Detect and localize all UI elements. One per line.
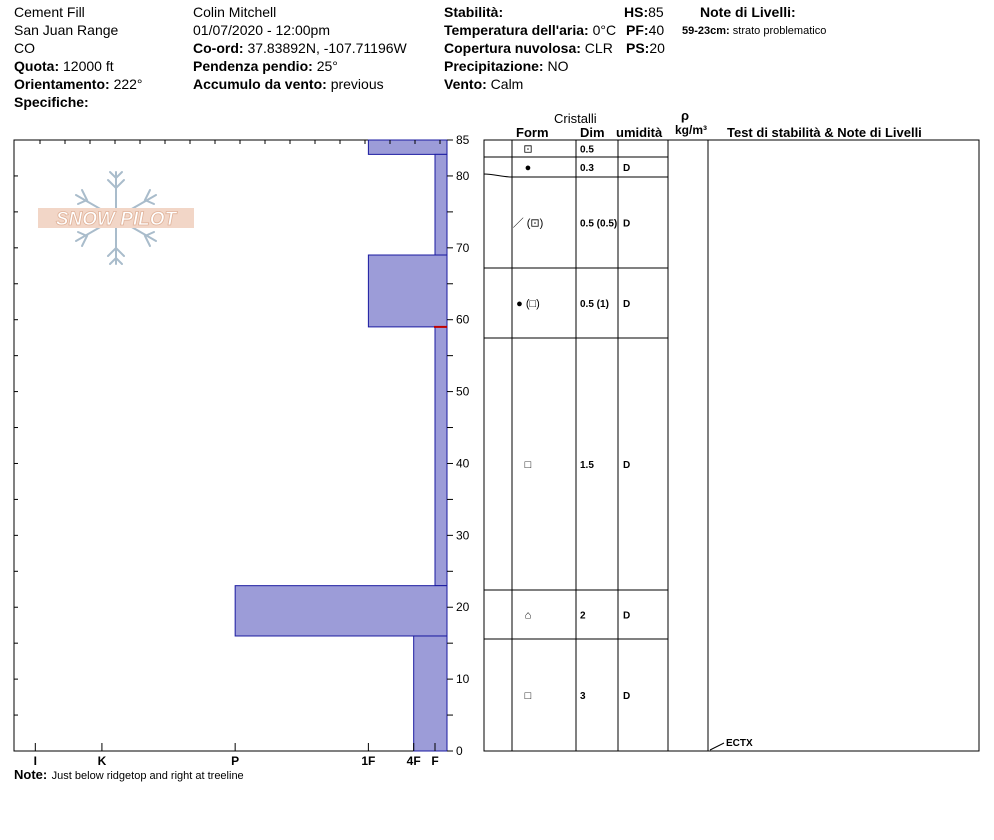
- y-tick-label: 50: [456, 384, 470, 399]
- form-header: Form: [516, 125, 549, 140]
- slope: [193, 58, 338, 75]
- y-tick-label: 80: [456, 168, 470, 183]
- pf-value: 40: [648, 22, 665, 38]
- grain-moisture: D: [623, 299, 631, 310]
- coord-value: 37.83892N, -107.71196W: [247, 40, 407, 56]
- grain-form-icon: □: [524, 690, 532, 702]
- hardness-layer-bar: [235, 586, 447, 636]
- note-text: Just below ridgetop and right at treeline: [51, 770, 244, 782]
- grain-moisture: D: [623, 691, 631, 702]
- ps: [626, 40, 665, 57]
- y-tick-label: 70: [456, 240, 470, 255]
- grain-moisture: D: [623, 460, 631, 471]
- hardness-layer-bar: [435, 154, 447, 255]
- air-temp: [444, 22, 616, 39]
- hardness-profile-chart: [0, 130, 480, 770]
- grain-size: 0.5 (1): [580, 299, 609, 310]
- sky-value: CLR: [584, 40, 613, 56]
- y-tick-label: 20: [456, 600, 470, 615]
- grain-size: 3: [580, 691, 586, 702]
- slope-value: 25°: [316, 58, 338, 74]
- hardness-layer-bar: [435, 327, 447, 586]
- logo-text: SNOW PILOT: [55, 209, 177, 230]
- x-tick-label: F: [431, 754, 439, 768]
- crystals-header: Cristalli: [554, 111, 597, 126]
- layer-notes-title: Note di Livelli:: [700, 4, 796, 20]
- pf: [626, 22, 664, 39]
- grain-form-icon: ⊡: [523, 143, 533, 156]
- range-name: San Juan Range: [14, 22, 119, 38]
- y-tick-label: 40: [456, 456, 470, 471]
- x-tick-label: I: [33, 754, 37, 768]
- aspect: [14, 76, 143, 93]
- precip-label: Precipitazione:: [444, 58, 544, 74]
- coord-label: Co-ord:: [193, 40, 244, 56]
- depth-connector: [484, 174, 512, 177]
- grain-moisture: D: [623, 610, 631, 622]
- pf-label: PF:: [626, 22, 649, 38]
- layer-note-label: 59-23cm:: [682, 25, 730, 37]
- y-tick-label: 30: [456, 528, 470, 543]
- y-tick-label: 0: [456, 744, 463, 758]
- x-tick-label: 4F: [406, 754, 421, 768]
- observer: Colin Mitchell: [193, 4, 277, 20]
- hs-value: 85: [648, 4, 664, 20]
- aspect-value: 222°: [113, 76, 143, 92]
- table-frame: [484, 140, 979, 751]
- size-header: Dim: [580, 125, 605, 140]
- windspeed-value: Calm: [490, 76, 524, 92]
- grain-size: 2: [580, 610, 586, 622]
- x-tick-label: 1F: [361, 754, 376, 768]
- hs-label: HS:: [624, 4, 649, 20]
- precipitation: [444, 58, 568, 75]
- grain-size: 1.5: [580, 460, 594, 471]
- stability-label: Stabilità:: [444, 4, 504, 20]
- grain-size: 0.5 (0.5): [580, 218, 618, 230]
- test-pointer: [710, 743, 724, 750]
- airtemp-value: 0°C: [592, 22, 617, 38]
- wind-value: previous: [330, 76, 384, 92]
- grain-form-icon: □: [524, 459, 532, 471]
- grain-form-icon: ⌂: [524, 609, 532, 622]
- rho-header: ρ: [681, 108, 690, 123]
- footer-note: [14, 766, 244, 784]
- plot-frame: [14, 140, 447, 751]
- wind-loading: [193, 76, 384, 93]
- grain-moisture: D: [623, 218, 631, 230]
- layer-note-item: [682, 25, 826, 38]
- elevation: [14, 58, 114, 75]
- layer-table: [480, 130, 985, 760]
- state-name: CO: [14, 40, 35, 56]
- y-tick-label: 60: [456, 312, 470, 327]
- moisture-header: umidità: [616, 125, 663, 140]
- x-tick-label: P: [231, 754, 240, 768]
- sky-cover: [444, 40, 613, 57]
- slope-label: Pendenza pendio:: [193, 58, 313, 74]
- coordinates: [193, 40, 407, 57]
- elevation-value: 12000 ft: [63, 58, 114, 74]
- precip-value: NO: [547, 58, 569, 74]
- aspect-label: Orientamento:: [14, 76, 110, 92]
- grain-size: 0.5: [580, 144, 594, 156]
- sky-label: Copertura nuvolosa:: [444, 40, 581, 56]
- layer-note-text: strato problematico: [732, 25, 827, 37]
- stability-test-label: ECTX: [726, 738, 753, 749]
- grain-moisture: D: [623, 163, 631, 174]
- location-name: Cement Fill: [14, 4, 85, 20]
- grain-form-icon: ●: [524, 162, 532, 174]
- elevation-label: Quota:: [14, 58, 60, 74]
- specifics-label: Specifiche:: [14, 94, 89, 110]
- airtemp-label: Temperatura dell'aria:: [444, 22, 589, 38]
- tests-header: Test di stabilità & Note di Livelli: [727, 125, 922, 140]
- hardness-layer-bar: [368, 140, 447, 154]
- wind-label: Accumulo da vento:: [193, 76, 327, 92]
- ps-label: PS:: [626, 40, 650, 56]
- hardness-layer-bar: [368, 255, 447, 327]
- y-tick-label: 10: [456, 672, 470, 687]
- hs: [624, 4, 664, 21]
- note-label: Note:: [14, 767, 48, 782]
- datetime: 01/07/2020 - 12:00pm: [193, 22, 330, 38]
- y-tick-label: 85: [456, 133, 470, 147]
- density-header: kg/m³: [675, 123, 708, 137]
- ps-value: 20: [649, 40, 665, 56]
- windspeed-label: Vento:: [444, 76, 487, 92]
- grain-form-icon: ● (□): [516, 298, 540, 310]
- grain-form-icon: ／ (⊡): [512, 217, 544, 230]
- hardness-layer-bar: [414, 636, 447, 751]
- wind-speed: [444, 76, 523, 93]
- grain-size: 0.3: [580, 163, 594, 174]
- x-tick-label: K: [97, 754, 107, 768]
